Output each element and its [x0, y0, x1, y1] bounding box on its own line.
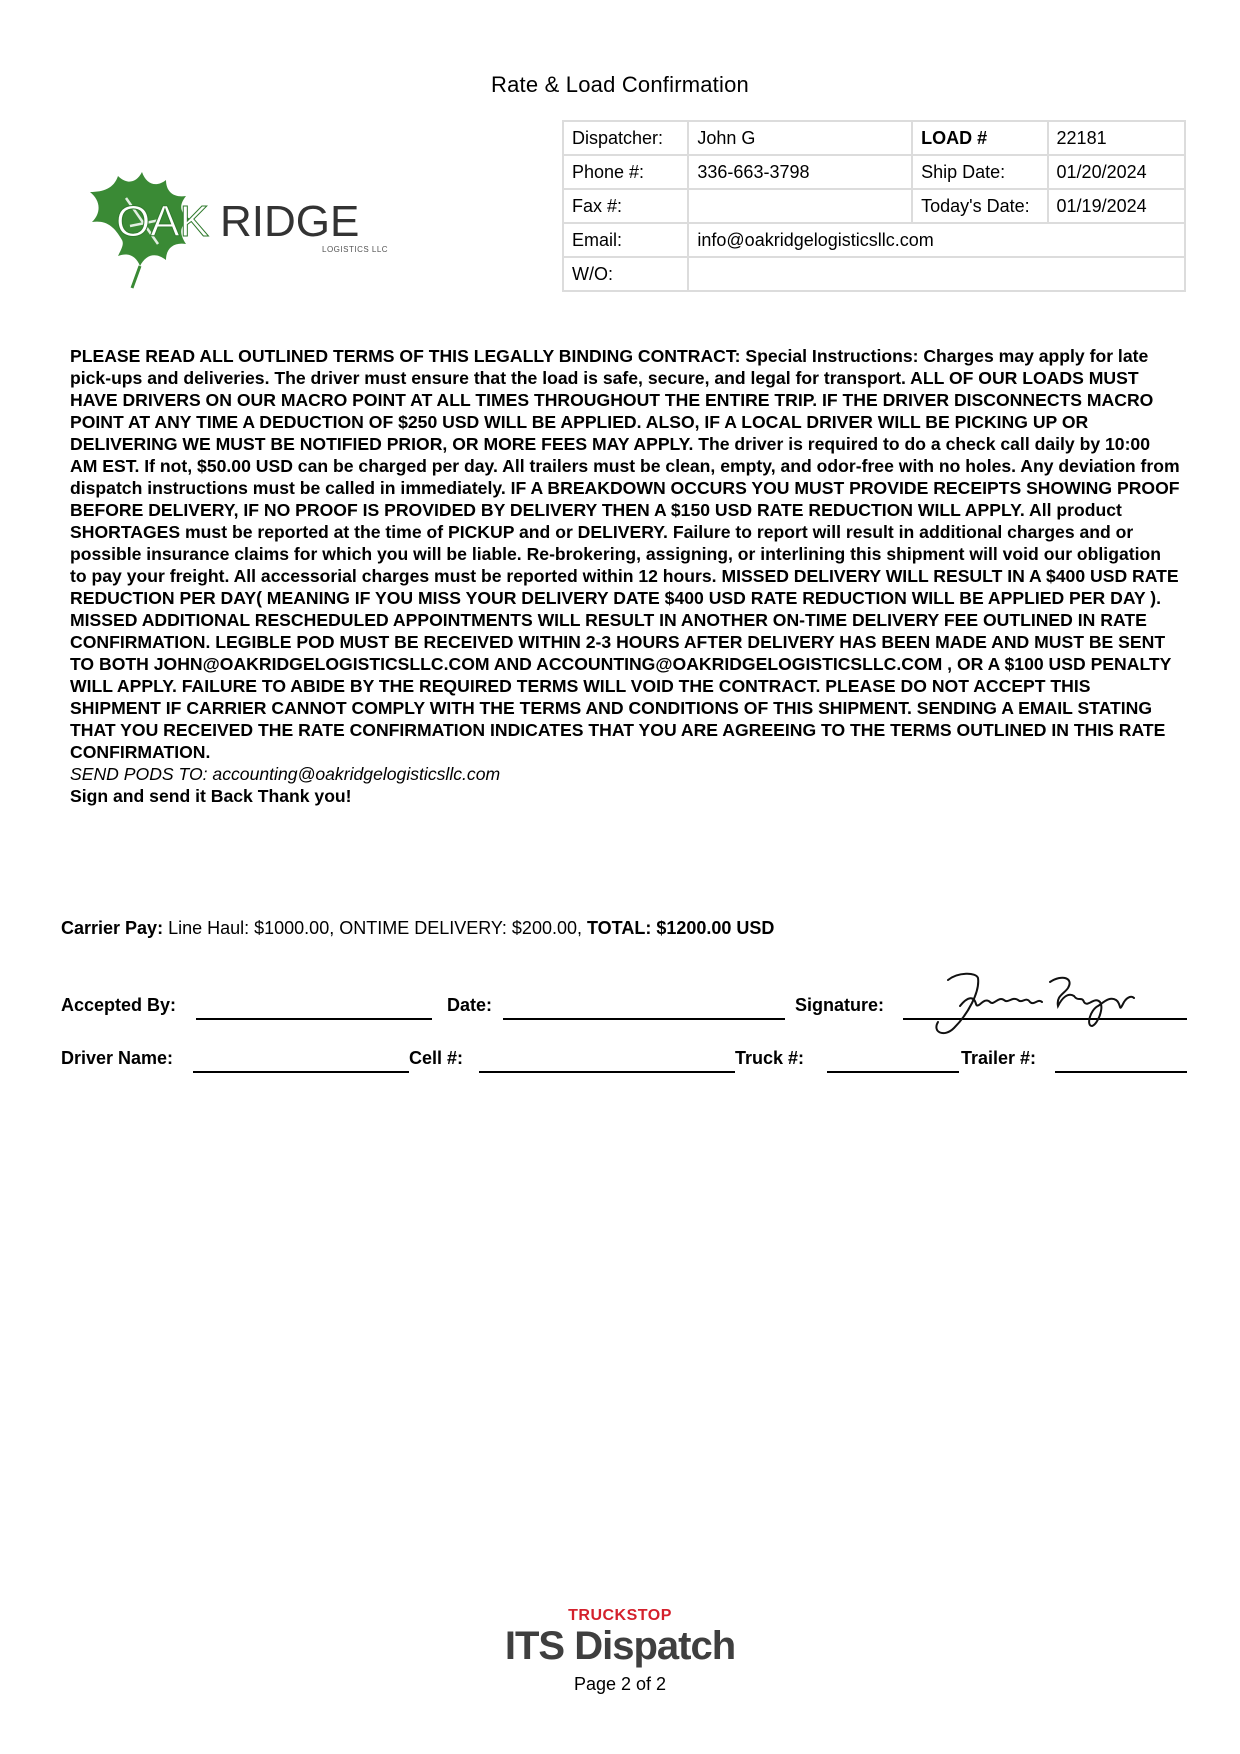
date-field[interactable]	[503, 1018, 785, 1020]
driver-name-field[interactable]	[193, 1071, 409, 1073]
phone-value: 336-663-3798	[688, 155, 912, 189]
driver-row	[61, 1041, 1187, 1075]
load-info-table	[562, 120, 1186, 292]
carrier-pay-detail: Line Haul: $1000.00, ONTIME DELIVERY: $200.00,	[168, 918, 582, 938]
wo-label: W/O:	[563, 257, 688, 291]
send-pods-note: SEND PODS TO: accounting@oakridgelogisticsllc.com	[70, 764, 501, 784]
svg-text:RIDGE: RIDGE	[220, 197, 360, 246]
signature-label: Signature:	[795, 995, 885, 1015]
fax-label: Fax #:	[563, 189, 688, 223]
carrier-pay-label: Carrier Pay:	[61, 918, 164, 938]
ship-date-label: Ship Date:	[912, 155, 1047, 189]
carrier-pay-total: TOTAL: $1200.00 USD	[587, 918, 775, 938]
truck-field[interactable]	[827, 1071, 959, 1073]
phone-label: Phone #:	[563, 155, 688, 189]
accepted-by-field[interactable]	[196, 1018, 432, 1020]
todays-date-label: Today's Date:	[912, 189, 1047, 223]
todays-date-value: 01/19/2024	[1048, 189, 1185, 223]
accepted-by-label: Accepted By:	[61, 995, 177, 1015]
dispatcher-value: John G	[688, 121, 912, 155]
document-title: Rate & Load Confirmation	[491, 72, 749, 97]
terms-block	[70, 345, 1180, 807]
load-number-value: 22181	[1048, 121, 1185, 155]
email-value[interactable]: info@oakridgelogisticsllc.com	[688, 223, 1185, 257]
cell-label: Cell #:	[409, 1048, 464, 1068]
date-label: Date:	[447, 995, 493, 1015]
wo-value	[688, 257, 1185, 291]
fax-value	[688, 189, 912, 223]
ship-date-value: 01/20/2024	[1048, 155, 1185, 189]
info-row-fax	[563, 189, 1185, 223]
driver-name-label: Driver Name:	[61, 1048, 174, 1068]
info-row-email	[563, 223, 1185, 257]
load-number-label: LOAD #	[912, 121, 1047, 155]
carrier-pay-line	[61, 918, 774, 939]
terms-text: PLEASE READ ALL OUTLINED TERMS OF THIS LEGALLY BINDING CONTRACT: Special Instructions: Charges may apply for late pick-ups and deliveries. The driver must ensure that the load is safe, secure, and legal for transport. ALL OF OUR LOADS MUST HAVE DRIVERS ON OUR MACRO POINT AT ALL TIMES THROUGHOUT THE ENTIRE TRIP. IF THE DRIVER DISCONNECTS MACRO POINT AT ANY TIME A DEDUCTION OF $250 USD WILL BE APPLIED. ALSO, IF A LOCAL DRIVER WILL BE PICKING UP OR DELIVERING WE MUST BE NOTIFIED PRIOR, OR MORE FEES MAY APPLY. The driver is required to do a check call daily by 10:00 AM EST. If not, $50.00 USD can be charged per day. All trailers must be clean, empty, and odor-free with no holes. Any deviation from dispatch instructions must be called in immediately. IF A BREAKDOWN OCCURS YOU MUST PROVIDE RECEIPTS SHOWING PROOF BEFORE DELIVERY, IF NO PROOF IS PROVIDED BY DELIVERY THEN A $150 USD RATE REDUCTION WILL APPLY. All product SHORTAGES must be reported at the time of PICKUP and or DELIVERY. Failure to report will result in additional charges and or possible insurance claims for which you will be liable. Re-brokering, assigning, or interlining this shipment will void our obligation to pay your freight. All accessorial charges must be reported within 12 hours. MISSED DELIVERY WILL RESULT IN A $400 USD RATE REDUCTION PER DAY( MEANING IF YOU MISS YOUR DELIVERY DATE $400 USD RATE REDUCTION WILL BE APPLIED PER DAY ). MISSED ADDITIONAL RESCHEDULED APPOINTMENTS WILL RESULT IN ANOTHER ON-TIME DELIVERY FEE OUTLINED IN RATE CONFIRMATION. LEGIBLE POD MUST BE RECEIVED WITHIN 2-3 HOURS AFTER DELIVERY HAS BEEN MADE AND MUST BE SENT TO BOTH JOHN@OAKRIDGELOGISTICSLLC.COM AND ACCOUNTING@OAKRIDGELOGISTICSLLC.COM , OR A $100 USD PENALTY WILL APPLY. FAILURE TO ABIDE BY THE REQUIRED TERMS WILL VOID THE CONTRACT. PLEASE DO NOT ACCEPT THIS SHIPMENT IF CARRIER CANNOT COMPLY WITH THE TERMS AND CONDITIONS OF THIS SHIPMENT. SENDING A EMAIL STATING THAT YOU RECEIVED THE RATE CONFIRMATION INDICATES THAT YOU ARE AGREEING TO THE TERMS OUTLINED IN THIS RATE CONFIRMATION.	[70, 346, 1180, 762]
info-row-wo	[563, 257, 1185, 291]
info-row-dispatcher	[563, 121, 1185, 155]
sign-note: Sign and send it Back Thank you!	[70, 786, 352, 806]
truck-label: Truck #:	[735, 1048, 805, 1068]
svg-text:LOGISTICS LLC: LOGISTICS LLC	[322, 245, 389, 254]
trailer-field[interactable]	[1055, 1071, 1187, 1073]
oak-ridge-logo	[70, 148, 420, 298]
handwritten-signature	[918, 966, 1138, 1044]
truckstop-brand: TRUCKSTOP	[568, 1607, 672, 1624]
dispatcher-label: Dispatcher:	[563, 121, 688, 155]
email-label: Email:	[563, 223, 688, 257]
info-row-phone	[563, 155, 1185, 189]
trailer-label: Trailer #:	[961, 1048, 1037, 1068]
its-dispatch-brand: ITS Dispatch	[504, 1624, 736, 1668]
page-number: Page 2 of 2	[573, 1674, 667, 1694]
svg-text:OAK: OAK	[116, 197, 209, 246]
cell-field[interactable]	[479, 1071, 735, 1073]
